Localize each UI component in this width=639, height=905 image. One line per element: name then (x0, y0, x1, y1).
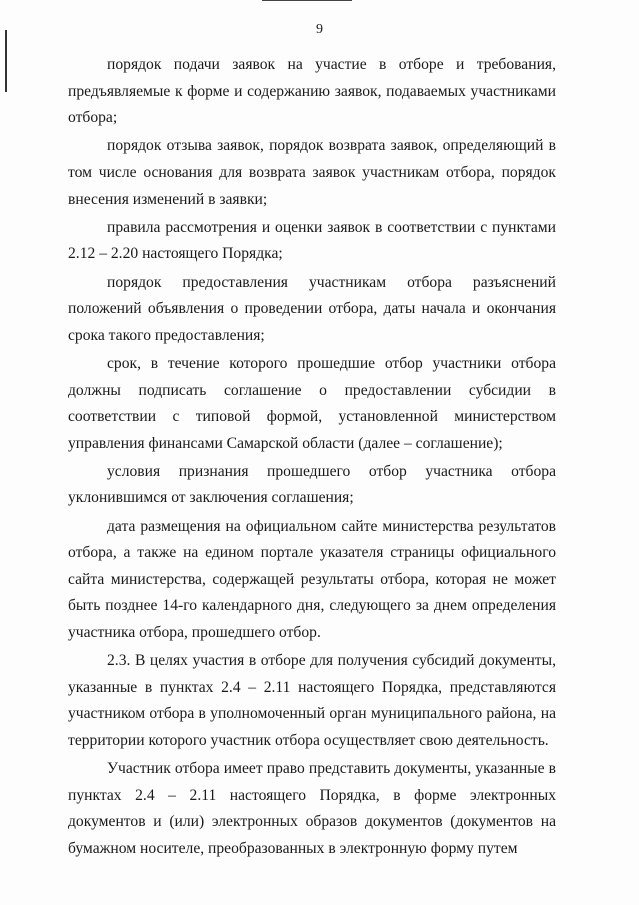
top-edge-line (262, 0, 352, 1)
paragraph: порядок предоставления участникам отбора разъяснений положений объявления о проведении отбора, даты начала и окончания срока такого предоставления; (68, 273, 556, 344)
paragraph: порядок подачи заявок на участие в отборе и требования, предъявляемые к форме и содержанию заявок, подаваемых участниками отбора; (68, 56, 556, 127)
left-margin-mark (5, 30, 7, 92)
paragraph: дата размещения на официальном сайте министерства результатов отбора, а также на едином портале указателя страницы официального сайта министерства, содержащей результаты отбора, которая не может быть позднее 14-го календарного дня, следующего за днем определения участника отбора, прошедшего отбор. (68, 517, 556, 642)
paragraph: срок, в течение которого прошедшие отбор участники отбора должны подписать соглашение о предоставлении субсидии в соответствии с типовой формой, установленной министерством управления финансами Самарской области (далее – соглашение); (68, 354, 556, 452)
paragraph: порядок отзыва заявок, порядок возврата заявок, определяющий в том числе основания для возврата заявок участникам отбора, порядок внесения изменений в заявки; (68, 137, 556, 208)
paragraph: правила рассмотрения и оценки заявок в соответствии с пунктами 2.12 – 2.20 настоящего Порядка; (68, 218, 556, 263)
paragraph: 2.3. В целях участия в отборе для получения субсидий документы, указанные в пунктах 2.4 – 2.11 настоящего Порядка, представляются участником отбора в уполномоченный орган муниципального района, на территории которого участник отбора осуществляет свою деятельность. (68, 652, 556, 749)
paragraph: Участник отбора имеет право представить документы, указанные в пунктах 2.4 – 2.11 настоящего Порядка, в форме электронных документов и (или) электронных образов документов (документов на бумажном носителе, преобразованных в электронную форму путем (68, 760, 556, 857)
page-number: 9 (316, 22, 323, 37)
document-body (68, 52, 556, 864)
paragraph: условия признания прошедшего отбор участника отбора уклонившимся от заключения соглашения; (68, 462, 556, 507)
